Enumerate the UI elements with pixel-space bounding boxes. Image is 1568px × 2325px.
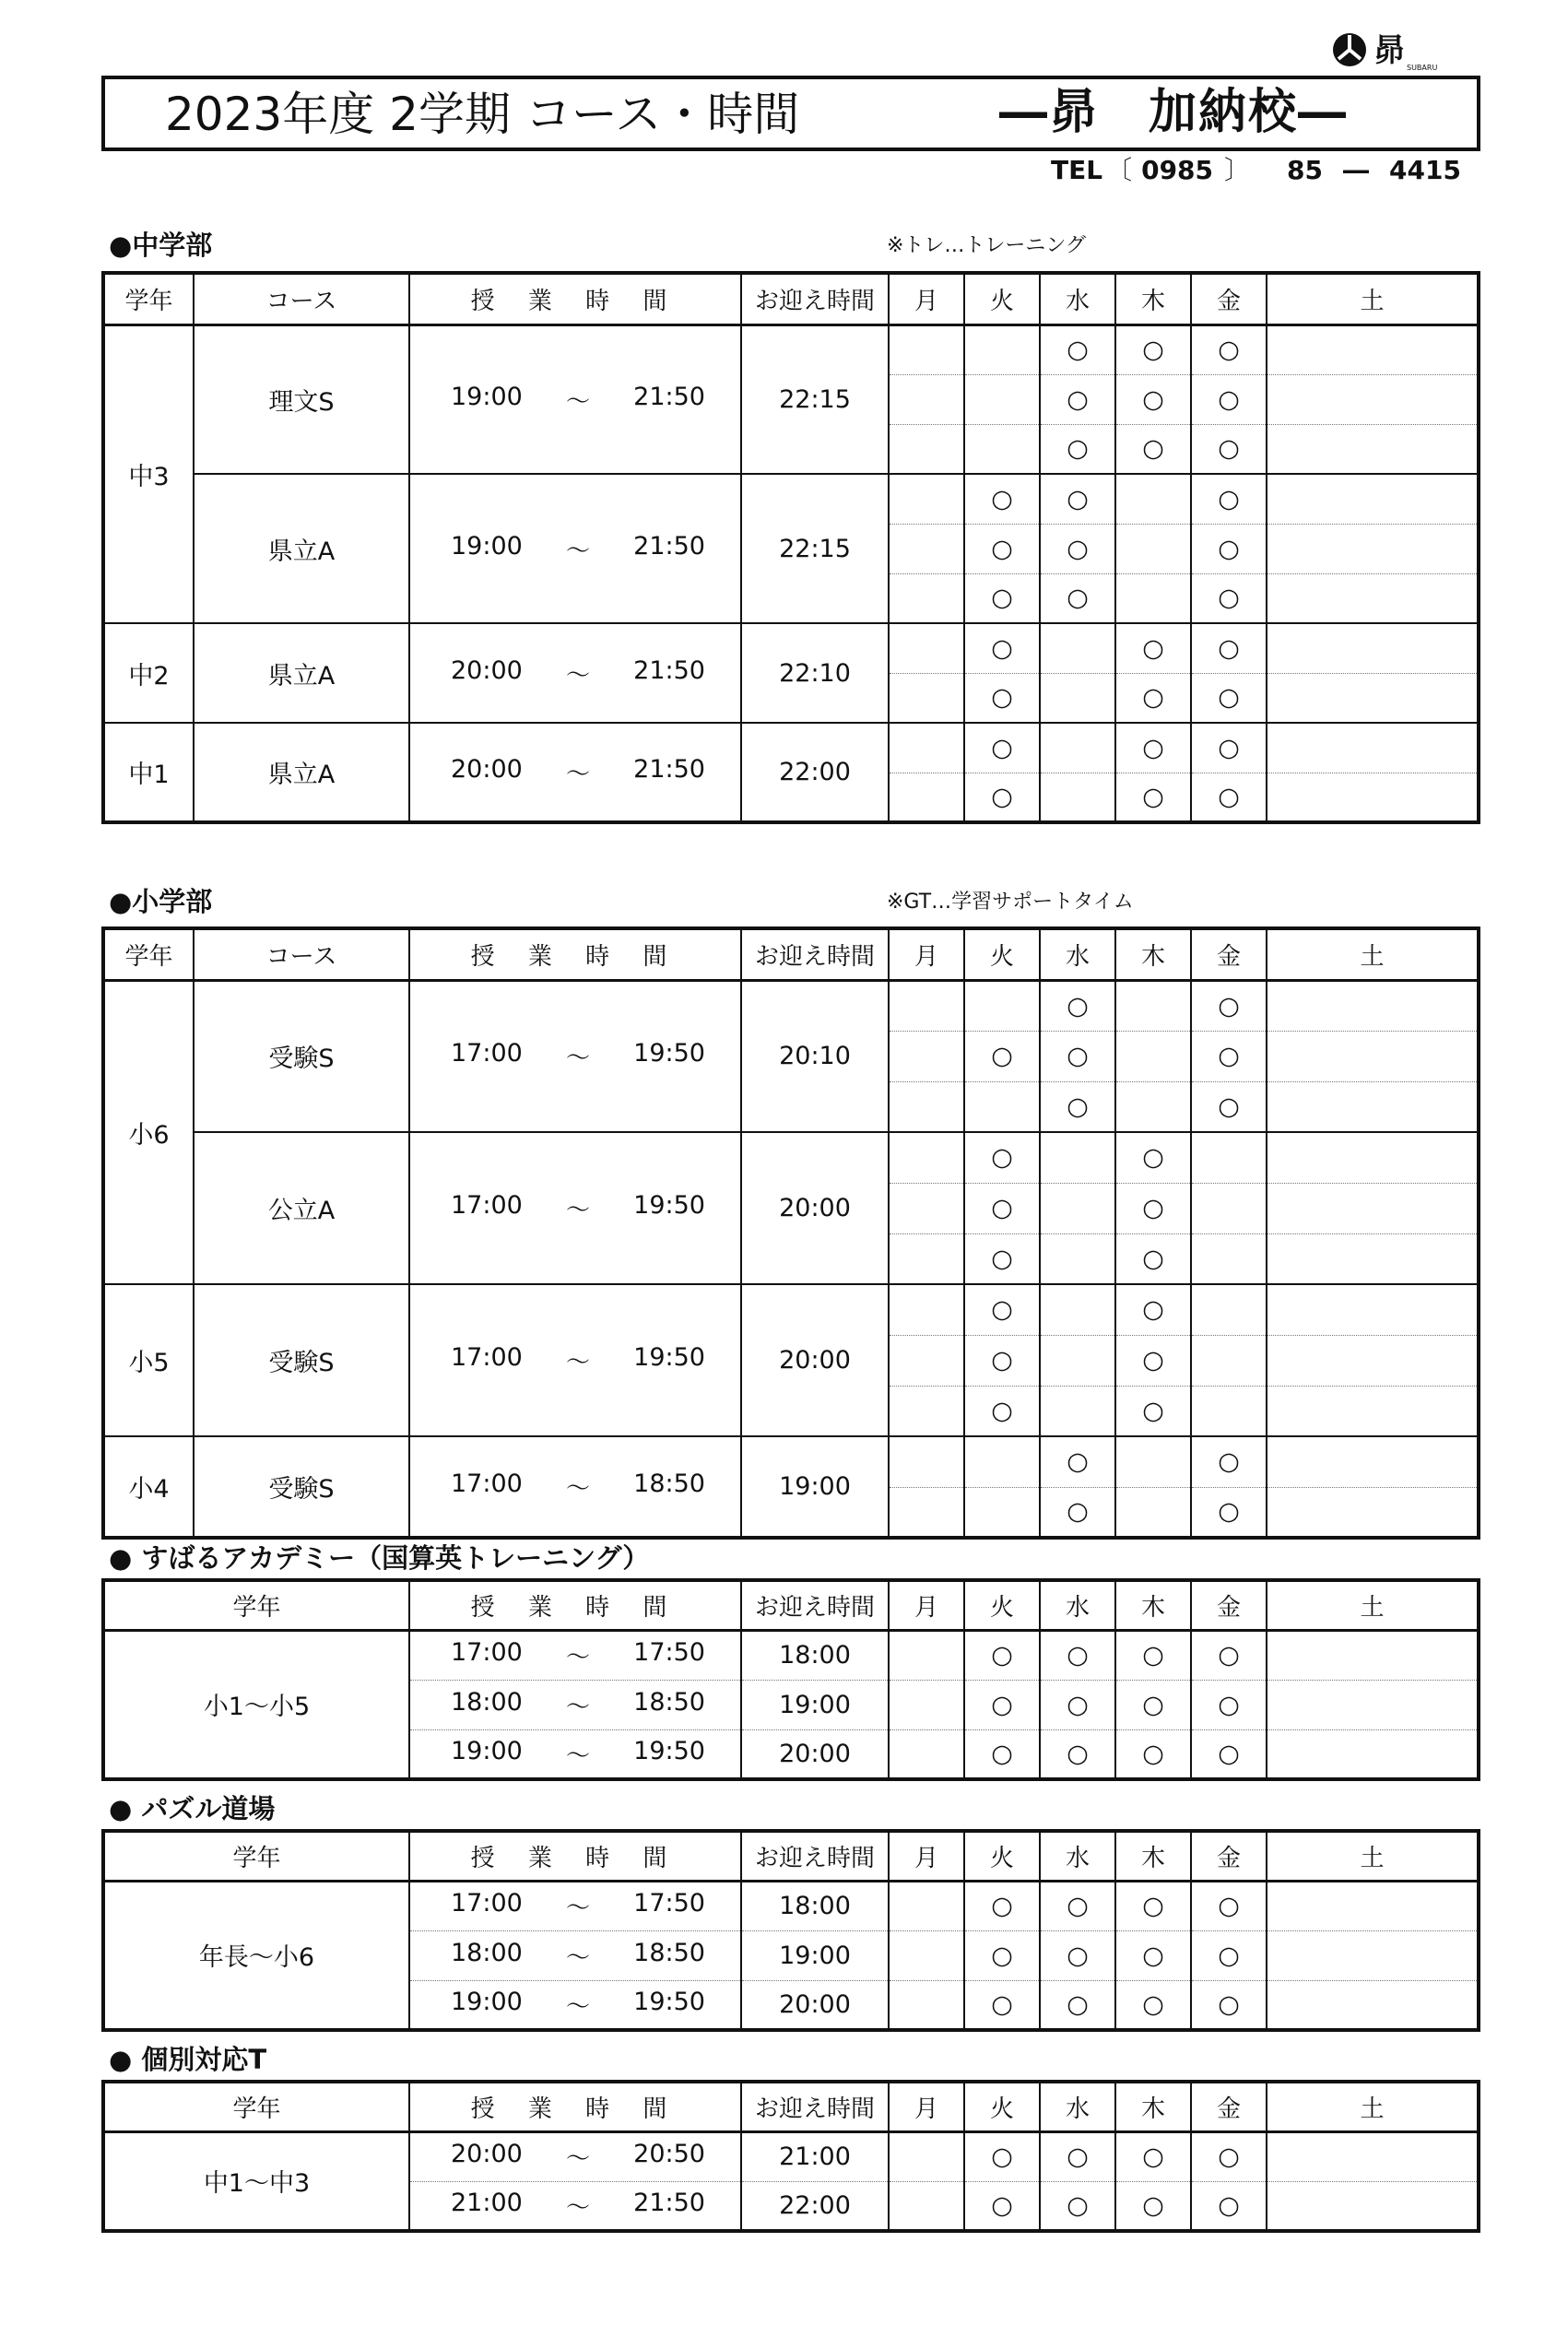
- circle-mark: ○: [964, 1881, 1040, 1930]
- time-cell: 20:00 ～ 20:50: [409, 2131, 741, 2181]
- circle-mark: ○: [1040, 374, 1115, 424]
- circle-mark: ○: [1191, 1980, 1267, 2030]
- circle-mark: ○: [1191, 325, 1267, 374]
- circle-mark: ○: [1115, 1132, 1191, 1183]
- bracket-close-icon: 〕: [1224, 155, 1251, 185]
- course-cell: 受験S: [194, 1436, 409, 1538]
- junior-note: ※トレ…トレーニング: [887, 234, 1086, 257]
- col-grade: 学年: [103, 2082, 409, 2131]
- col-tue: 火: [964, 2082, 1040, 2131]
- time-cell: 19:00 ～ 19:50: [409, 1729, 741, 1779]
- circle-mark: ○: [1115, 1233, 1191, 1284]
- col-sat: 土: [1267, 928, 1479, 980]
- tel-dash: ―: [1343, 155, 1370, 185]
- circle-mark: ○: [1040, 1680, 1115, 1729]
- pickup-cell: 22:15: [741, 474, 889, 623]
- circle-mark: ○: [964, 623, 1040, 673]
- circle-mark: ○: [964, 2131, 1040, 2181]
- academy-schedule-table: [101, 1578, 1480, 1781]
- circle-mark: ○: [1115, 2181, 1191, 2231]
- pickup-cell: 19:00: [741, 1436, 889, 1538]
- col-thu: 木: [1115, 2082, 1191, 2131]
- circle-mark: ○: [1115, 773, 1191, 822]
- table-row: [103, 980, 1479, 1031]
- circle-mark: ○: [964, 773, 1040, 822]
- junior-section-title: ●中学部: [109, 230, 213, 261]
- course-cell: 県立A: [194, 723, 409, 822]
- header-row: [103, 1580, 1479, 1630]
- circle-mark: ○: [1040, 474, 1115, 524]
- circle-mark: ○: [1040, 1081, 1115, 1132]
- time-cell: 19:00 ～ 21:50: [409, 474, 741, 623]
- col-wed: 水: [1040, 273, 1115, 325]
- circle-mark: ○: [1191, 524, 1267, 573]
- col-mon: 月: [889, 1831, 964, 1881]
- individual-schedule-table: [101, 2080, 1480, 2233]
- col-mon: 月: [889, 2082, 964, 2131]
- circle-mark: ○: [1115, 1930, 1191, 1980]
- circle-mark: ○: [1115, 424, 1191, 474]
- grade-cell: 小6: [103, 980, 194, 1284]
- circle-mark: ○: [964, 1284, 1040, 1335]
- time-cell: 19:00 ～ 21:50: [409, 325, 741, 474]
- col-thu: 木: [1115, 928, 1191, 980]
- col-fri: 金: [1191, 2082, 1267, 2131]
- tel-label: TEL: [1051, 155, 1103, 185]
- circle-mark: ○: [1040, 524, 1115, 573]
- circle-mark: ○: [1115, 1980, 1191, 2030]
- time-cell: 17:00 ～ 17:50: [409, 1881, 741, 1930]
- grade-cell: 小1～小5: [103, 1630, 409, 1779]
- table-row: [103, 474, 1479, 524]
- elementary-schedule-table: [101, 926, 1480, 1540]
- pickup-cell: 18:00: [741, 1881, 889, 1930]
- circle-mark: ○: [1191, 573, 1267, 623]
- col-thu: 木: [1115, 273, 1191, 325]
- puzzle-section-title: ● パズル道場: [109, 1793, 276, 1824]
- pickup-cell: 22:00: [741, 723, 889, 822]
- circle-mark: ○: [1040, 1980, 1115, 2030]
- table-row: [103, 325, 1479, 374]
- table-row: [103, 723, 1479, 773]
- col-grade: 学年: [103, 928, 194, 980]
- circle-mark: ○: [964, 1233, 1040, 1284]
- col-mon: 月: [889, 1580, 964, 1630]
- col-mon: 月: [889, 928, 964, 980]
- course-cell: 公立A: [194, 1132, 409, 1284]
- col-thu: 木: [1115, 1580, 1191, 1630]
- puzzle-schedule-table: [101, 1829, 1480, 2032]
- circle-mark: ○: [964, 1386, 1040, 1436]
- circle-mark: ○: [1115, 673, 1191, 723]
- circle-mark: ○: [1040, 424, 1115, 474]
- grade-cell: 中1～中3: [103, 2131, 409, 2231]
- col-wed: 水: [1040, 2082, 1115, 2131]
- course-cell: 受験S: [194, 1284, 409, 1436]
- col-wed: 水: [1040, 928, 1115, 980]
- circle-mark: ○: [1115, 623, 1191, 673]
- grade-cell: 中3: [103, 325, 194, 623]
- circle-mark: ○: [1191, 673, 1267, 723]
- tel-line: [1051, 155, 1461, 186]
- circle-mark: ○: [1115, 1630, 1191, 1680]
- time-cell: 17:00 ～ 19:50: [409, 1284, 741, 1436]
- col-class-time: 授 業 時 間: [409, 928, 741, 980]
- table-row: [103, 1881, 1479, 1930]
- pickup-cell: 21:00: [741, 2131, 889, 2181]
- circle-mark: ○: [1191, 980, 1267, 1031]
- col-sat: 土: [1267, 1580, 1479, 1630]
- col-tue: 火: [964, 928, 1040, 980]
- circle-mark: ○: [1040, 1487, 1115, 1538]
- circle-mark: ○: [964, 1980, 1040, 2030]
- circle-mark: ○: [1115, 1335, 1191, 1386]
- col-fri: 金: [1191, 273, 1267, 325]
- circle-mark: ○: [964, 673, 1040, 723]
- circle-mark: ○: [1191, 2181, 1267, 2231]
- col-tue: 火: [964, 1580, 1040, 1630]
- elementary-section-title: ●小学部: [109, 886, 213, 917]
- circle-mark: ○: [1191, 374, 1267, 424]
- school-name: ―昴 加納校―: [999, 85, 1349, 140]
- circle-mark: ○: [964, 1183, 1040, 1233]
- course-cell: 受験S: [194, 980, 409, 1132]
- col-wed: 水: [1040, 1831, 1115, 1881]
- col-tue: 火: [964, 1831, 1040, 1881]
- col-sat: 土: [1267, 2082, 1479, 2131]
- circle-mark: ○: [964, 1729, 1040, 1779]
- pickup-cell: 20:00: [741, 1284, 889, 1436]
- table-row: [103, 623, 1479, 673]
- subaru-logo-mark: [1329, 28, 1458, 74]
- circle-mark: ○: [964, 1630, 1040, 1680]
- time-cell: 17:00 ～ 17:50: [409, 1630, 741, 1680]
- table-row: [103, 2131, 1479, 2181]
- circle-mark: ○: [1191, 1630, 1267, 1680]
- col-pickup: お迎え時間: [741, 2082, 889, 2131]
- time-cell: 17:00 ～ 19:50: [409, 980, 741, 1132]
- circle-mark: ○: [1191, 1487, 1267, 1538]
- circle-mark: ○: [1191, 1930, 1267, 1980]
- course-cell: 理文S: [194, 325, 409, 474]
- circle-mark: ○: [964, 2181, 1040, 2231]
- col-fri: 金: [1191, 1831, 1267, 1881]
- col-class-time: 授 業 時 間: [409, 1580, 741, 1630]
- table-row: [103, 1436, 1479, 1487]
- circle-mark: ○: [1191, 1436, 1267, 1487]
- circle-mark: ○: [1040, 573, 1115, 623]
- subaru-logo: [1329, 28, 1458, 74]
- table-row: [103, 1630, 1479, 1680]
- grade-cell: 年長～小6: [103, 1881, 409, 2030]
- col-fri: 金: [1191, 928, 1267, 980]
- circle-mark: ○: [1115, 1881, 1191, 1930]
- col-course: コース: [194, 273, 409, 325]
- pickup-cell: 20:00: [741, 1729, 889, 1779]
- academy-section-title: ● すばるアカデミー（国算英トレーニング）: [109, 1542, 650, 1574]
- circle-mark: ○: [1040, 1930, 1115, 1980]
- circle-mark: ○: [1115, 1729, 1191, 1779]
- circle-mark: ○: [1115, 1680, 1191, 1729]
- circle-mark: ○: [1115, 1183, 1191, 1233]
- circle-mark: ○: [1191, 1881, 1267, 1930]
- circle-mark: ○: [964, 573, 1040, 623]
- circle-mark: ○: [1191, 474, 1267, 524]
- time-cell: 17:00 ～ 19:50: [409, 1132, 741, 1284]
- circle-mark: ○: [964, 1930, 1040, 1980]
- circle-mark: ○: [964, 1031, 1040, 1081]
- col-pickup: お迎え時間: [741, 273, 889, 325]
- circle-mark: ○: [1040, 1881, 1115, 1930]
- circle-mark: ○: [1115, 374, 1191, 424]
- pickup-cell: 20:00: [741, 1980, 889, 2030]
- pickup-cell: 19:00: [741, 1930, 889, 1980]
- col-grade: 学年: [103, 1580, 409, 1630]
- circle-mark: ○: [964, 524, 1040, 573]
- circle-mark: ○: [964, 1680, 1040, 1729]
- col-mon: 月: [889, 273, 964, 325]
- time-cell: 17:00 ～ 18:50: [409, 1436, 741, 1538]
- svg-text:昴: 昴: [1373, 32, 1405, 69]
- circle-mark: ○: [964, 474, 1040, 524]
- pickup-cell: 22:15: [741, 325, 889, 474]
- pickup-cell: 20:00: [741, 1132, 889, 1284]
- circle-mark: ○: [1191, 723, 1267, 773]
- circle-mark: ○: [1040, 980, 1115, 1031]
- circle-mark: ○: [1191, 773, 1267, 822]
- col-course: コース: [194, 928, 409, 980]
- circle-mark: ○: [1191, 623, 1267, 673]
- circle-mark: ○: [1115, 1386, 1191, 1436]
- col-sat: 土: [1267, 273, 1479, 325]
- course-cell: 県立A: [194, 623, 409, 723]
- tel-mid: 85: [1287, 155, 1324, 185]
- title-box: [101, 76, 1480, 151]
- tel-last: 4415: [1389, 155, 1461, 185]
- col-class-time: 授 業 時 間: [409, 273, 741, 325]
- header-row: [103, 1831, 1479, 1881]
- table-row: [103, 1284, 1479, 1335]
- tel-area: 0985: [1141, 155, 1214, 185]
- time-cell: 20:00 ～ 21:50: [409, 723, 741, 822]
- col-pickup: お迎え時間: [741, 1580, 889, 1630]
- circle-mark: ○: [1115, 325, 1191, 374]
- time-cell: 18:00 ～ 18:50: [409, 1680, 741, 1729]
- bracket-open-icon: 〔: [1106, 155, 1133, 185]
- time-cell: 18:00 ～ 18:50: [409, 1930, 741, 1980]
- col-pickup: お迎え時間: [741, 1831, 889, 1881]
- circle-mark: ○: [1040, 1436, 1115, 1487]
- pickup-cell: 18:00: [741, 1630, 889, 1680]
- circle-mark: ○: [1191, 1680, 1267, 1729]
- col-wed: 水: [1040, 1580, 1115, 1630]
- grade-cell: 小5: [103, 1284, 194, 1436]
- svg-text:SUBARU: SUBARU: [1407, 64, 1438, 72]
- circle-mark: ○: [1040, 325, 1115, 374]
- circle-mark: ○: [1040, 2181, 1115, 2231]
- col-sat: 土: [1267, 1831, 1479, 1881]
- pickup-cell: 19:00: [741, 1680, 889, 1729]
- circle-mark: ○: [1191, 1729, 1267, 1779]
- circle-mark: ○: [1040, 1729, 1115, 1779]
- col-fri: 金: [1191, 1580, 1267, 1630]
- time-cell: 21:00 ～ 21:50: [409, 2181, 741, 2231]
- elementary-note: ※GT…学習サポートタイム: [887, 891, 1134, 914]
- circle-mark: ○: [1040, 1630, 1115, 1680]
- col-grade: 学年: [103, 1831, 409, 1881]
- header-row: [103, 2082, 1479, 2131]
- circle-mark: ○: [1115, 2131, 1191, 2181]
- circle-mark: ○: [1191, 2131, 1267, 2181]
- circle-mark: ○: [1040, 1031, 1115, 1081]
- circle-mark: ○: [964, 723, 1040, 773]
- pickup-cell: 20:10: [741, 980, 889, 1132]
- grade-cell: 小4: [103, 1436, 194, 1538]
- circle-mark: ○: [1115, 723, 1191, 773]
- grade-cell: 中1: [103, 723, 194, 822]
- grade-cell: 中2: [103, 623, 194, 723]
- course-cell: 県立A: [194, 474, 409, 623]
- circle-mark: ○: [964, 1335, 1040, 1386]
- junior-schedule-table: [101, 271, 1480, 824]
- circle-mark: ○: [1115, 1284, 1191, 1335]
- individual-section-title: ● 個別対応T: [109, 2044, 267, 2075]
- page-title: 2023年度 2学期 コース・時間: [165, 88, 800, 141]
- circle-mark: ○: [1040, 2131, 1115, 2181]
- col-tue: 火: [964, 273, 1040, 325]
- header-row: [103, 928, 1479, 980]
- circle-mark: ○: [1191, 1031, 1267, 1081]
- col-grade: 学年: [103, 273, 194, 325]
- circle-mark: ○: [1191, 424, 1267, 474]
- col-thu: 木: [1115, 1831, 1191, 1881]
- time-cell: 19:00 ～ 19:50: [409, 1980, 741, 2030]
- col-pickup: お迎え時間: [741, 928, 889, 980]
- pickup-cell: 22:10: [741, 623, 889, 723]
- col-class-time: 授 業 時 間: [409, 1831, 741, 1881]
- pickup-cell: 22:00: [741, 2181, 889, 2231]
- circle-mark: ○: [964, 1132, 1040, 1183]
- circle-mark: ○: [1191, 1081, 1267, 1132]
- col-class-time: 授 業 時 間: [409, 2082, 741, 2131]
- table-row: [103, 1132, 1479, 1183]
- time-cell: 20:00 ～ 21:50: [409, 623, 741, 723]
- header-row: [103, 273, 1479, 325]
